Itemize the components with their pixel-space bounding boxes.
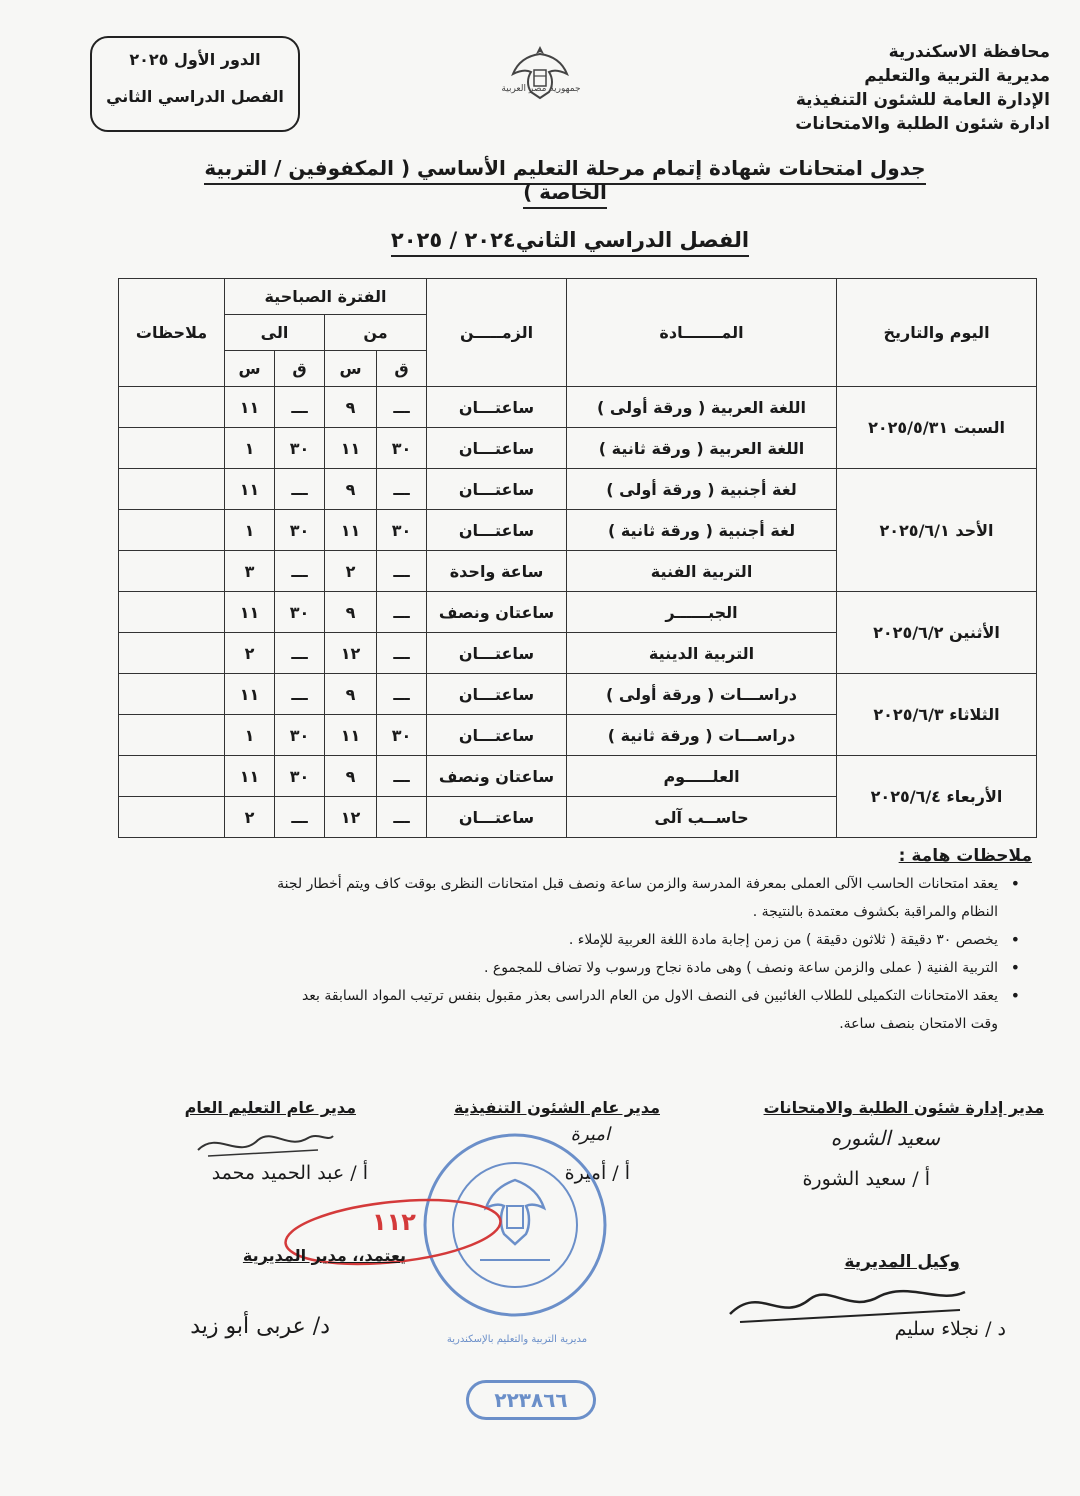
to-min-cell: ٣٠ <box>275 592 325 633</box>
sig-name-general-education: أ / عبد الحميد محمد <box>211 1162 368 1184</box>
from-min-cell: ـــ <box>377 756 427 797</box>
table-row <box>119 756 1037 797</box>
sig-title-executive-affairs: مدير عام الشئون التنفيذية <box>453 1098 660 1117</box>
from-min-cell: ـــ <box>377 674 427 715</box>
exam-date: ٢٠٢٥/٥/٣١ <box>868 418 949 437</box>
subject-cell: التربية الدينية <box>567 633 837 674</box>
subject-cell: العلـــــوم <box>567 756 837 797</box>
day-date-cell <box>837 592 1037 674</box>
note-text: يعقد امتحانات الحاسب الآلى العملى بمعرفة المدرسة والزمن ساعة ونصف قبل امتحانات النظرى بوقت كاف ويتم أخطار لجنة <box>277 876 998 892</box>
to-hour-cell: ١١ <box>225 756 275 797</box>
header-day-date: اليوم والتاريخ <box>837 279 1037 387</box>
header-to-hour: س <box>225 351 275 387</box>
note-text: يعقد الامتحانات التكميلى للطلاب الغائبين فى النصف الاول من العام الدراسى بعذر مقبول بنفس ترتيب المواد السابقة بعد <box>301 988 998 1004</box>
exam-date: ٢٠٢٥/٦/٤ <box>870 787 941 806</box>
to-min-cell: ٣٠ <box>275 510 325 551</box>
exam-round-box <box>90 36 300 132</box>
important-notes <box>42 846 1032 1038</box>
exam-schedule-table <box>118 278 1037 838</box>
from-min-cell: ـــ <box>377 469 427 510</box>
from-min-cell: ٣٠ <box>377 510 427 551</box>
from-hour-cell: ١١ <box>325 510 377 551</box>
day-name: الأحد <box>955 520 994 540</box>
from-min-cell: ـــ <box>377 797 427 838</box>
duration-cell: ساعتـــان <box>427 715 567 756</box>
sig-title-undersecretary: وكيل المديرية <box>844 1252 960 1272</box>
org-line: الإدارة العامة للشئون التنفيذية <box>795 90 1050 110</box>
duration-cell: ساعتـــان <box>427 387 567 428</box>
exam-date: ٢٠٢٥/٦/١ <box>879 520 950 540</box>
sig-title-director: يعتمد،، مدير المديرية <box>242 1246 406 1265</box>
from-hour-cell: ٩ <box>325 756 377 797</box>
org-line: محافظة الاسكندرية <box>888 42 1050 62</box>
organization-header <box>750 40 1050 136</box>
day-date-cell <box>837 469 1037 592</box>
to-hour-cell: ٣ <box>225 551 275 592</box>
org-line: ادارة شئون الطلبة والامتحانات <box>795 114 1050 134</box>
duration-cell: ساعتان ونصف <box>427 756 567 797</box>
org-line: مديرية التربية والتعليم <box>864 66 1050 86</box>
from-hour-cell: ١١ <box>325 428 377 469</box>
duration-cell: ساعتـــان <box>427 428 567 469</box>
subject-cell: الجبــــــر <box>567 592 837 633</box>
notes-heading: ملاحظات هامة : <box>898 846 1032 866</box>
day-date-cell <box>837 756 1037 838</box>
document-title-text: جدول امتحانات شهادة إتمام مرحلة التعليم الأساسي ( المكفوفين / التربية الخاصة ) <box>204 156 925 209</box>
signature-executive-affairs: اميرة <box>570 1124 610 1145</box>
notes-cell <box>119 715 225 756</box>
subject-cell: دراســـات ( ورقة أولى ) <box>567 674 837 715</box>
header-to-min: ق <box>275 351 325 387</box>
stamp-text: مديرية التربية والتعليم بالإسكندرية <box>446 1334 588 1345</box>
sig-name-executive-affairs: أ / أميرة <box>564 1162 630 1184</box>
from-hour-cell: ١١ <box>325 715 377 756</box>
day-name: الأربعاء <box>946 787 1003 806</box>
header-duration: الزمـــــن <box>427 279 567 387</box>
exam-round: الدور الأول ٢٠٢٥ <box>129 50 261 69</box>
notes-cell <box>119 592 225 633</box>
to-hour-cell: ٢ <box>225 797 275 838</box>
eagle-emblem-icon <box>505 40 575 110</box>
day-name: الأثنين <box>949 623 1000 642</box>
day-name: السبت <box>953 418 1005 437</box>
header-notes: ملاحظات <box>119 279 225 387</box>
to-min-cell: ـــ <box>275 797 325 838</box>
to-hour-cell: ١١ <box>225 592 275 633</box>
day-date-cell <box>837 674 1037 756</box>
header-to: الى <box>225 315 325 351</box>
to-min-cell: ـــ <box>275 387 325 428</box>
to-hour-cell: ١ <box>225 715 275 756</box>
duration-cell: ساعتـــان <box>427 674 567 715</box>
subject-cell: لغة أجنبية ( ورقة أولى ) <box>567 469 837 510</box>
to-hour-cell: ١ <box>225 428 275 469</box>
to-min-cell: ٣٠ <box>275 715 325 756</box>
from-min-cell: ٣٠ <box>377 428 427 469</box>
note-item: • يخصص ٣٠ دقيقة ( ثلاثون دقيقة ) من زمن إجابة مادة اللغة العربية للإملاء . <box>42 926 998 954</box>
document-subtitle-text: الفصل الدراسي الثاني٢٠٢٤ / ٢٠٢٥ <box>391 228 749 257</box>
note-item <box>42 870 998 926</box>
subject-cell: دراســـات ( ورقة ثانية ) <box>567 715 837 756</box>
exam-date: ٢٠٢٥/٦/٢ <box>873 623 944 642</box>
to-hour-cell: ١١ <box>225 469 275 510</box>
day-name: الثلاثاء <box>949 705 1000 724</box>
from-min-cell: ـــ <box>377 633 427 674</box>
header-from-min: ق <box>377 351 427 387</box>
header-morning-period: الفترة الصباحية <box>225 279 427 315</box>
to-min-cell: ـــ <box>275 469 325 510</box>
from-hour-cell: ٩ <box>325 674 377 715</box>
duration-cell: ساعتـــان <box>427 633 567 674</box>
duration-cell: ساعتان ونصف <box>427 592 567 633</box>
notes-cell <box>119 756 225 797</box>
to-min-cell: ٣٠ <box>275 756 325 797</box>
document-subtitle <box>380 228 760 252</box>
to-hour-cell: ١١ <box>225 674 275 715</box>
notes-cell <box>119 797 225 838</box>
signature-students-affairs: سعيد الشوره <box>830 1126 940 1150</box>
from-hour-cell: ١٢ <box>325 633 377 674</box>
subject-cell: حاســب آلى <box>567 797 837 838</box>
notes-cell <box>119 674 225 715</box>
table-row <box>119 674 1037 715</box>
sig-title-students-affairs: مدير إدارة شئون الطلبة والامتحانات <box>763 1098 1044 1117</box>
table-row <box>119 592 1037 633</box>
from-min-cell: ـــ <box>377 387 427 428</box>
note-text: النظام والمراقبة بكشوف معتمدة بالنتيجة . <box>752 904 998 920</box>
duration-cell: ساعة واحدة <box>427 551 567 592</box>
note-item <box>42 982 998 1038</box>
sig-name-director: د/ عربى أبو زيد <box>190 1314 330 1339</box>
notes-cell <box>119 633 225 674</box>
table-row <box>119 469 1037 510</box>
note-text: وقت الامتحان بنصف ساعة. <box>839 1016 998 1032</box>
sig-name-undersecretary: د / نجلاء سليم <box>894 1318 1006 1340</box>
duration-cell: ساعتـــان <box>427 797 567 838</box>
emblem-caption: جمهورية مصر العربية <box>501 84 581 94</box>
stamp-number: ٢٢٣٨٦٦ <box>466 1380 596 1420</box>
header-from: من <box>325 315 427 351</box>
note-item: • التربية الفنية ( عملى والزمن ساعة ونصف ) وهى مادة نجاح ورسوب ولا تضاف للمجموع . <box>42 954 998 982</box>
to-min-cell: ٣٠ <box>275 428 325 469</box>
from-hour-cell: ٩ <box>325 387 377 428</box>
to-hour-cell: ١١ <box>225 387 275 428</box>
to-min-cell: ـــ <box>275 551 325 592</box>
from-hour-cell: ٩ <box>325 469 377 510</box>
header-from-hour: س <box>325 351 377 387</box>
exam-term: الفصل الدراسي الثاني <box>106 87 284 106</box>
notes-cell <box>119 387 225 428</box>
sig-name-students-affairs: أ / سعيد الشورة <box>802 1168 930 1190</box>
notes-cell <box>119 469 225 510</box>
red-handwritten-mark: ١١٢ <box>372 1208 416 1236</box>
notes-cell <box>119 551 225 592</box>
table-row <box>119 387 1037 428</box>
sig-title-general-education: مدير عام التعليم العام <box>184 1098 356 1117</box>
to-hour-cell: ٢ <box>225 633 275 674</box>
from-min-cell: ـــ <box>377 551 427 592</box>
subject-cell: اللغة العربية ( ورقة ثانية ) <box>567 428 837 469</box>
to-min-cell: ـــ <box>275 674 325 715</box>
signature-scribble-general-education <box>188 1120 338 1164</box>
subject-cell: اللغة العربية ( ورقة أولى ) <box>567 387 837 428</box>
from-min-cell: ٣٠ <box>377 715 427 756</box>
day-date-cell <box>837 387 1037 469</box>
exam-date: ٢٠٢٥/٦/٣ <box>873 705 944 724</box>
header-subject: المـــــــادة <box>567 279 837 387</box>
from-min-cell: ـــ <box>377 592 427 633</box>
subject-cell: التربية الفنية <box>567 551 837 592</box>
to-min-cell: ـــ <box>275 633 325 674</box>
subject-cell: لغة أجنبية ( ورقة ثانية ) <box>567 510 837 551</box>
notes-cell <box>119 428 225 469</box>
duration-cell: ساعتـــان <box>427 469 567 510</box>
notes-list <box>42 870 1032 1038</box>
duration-cell: ساعتـــان <box>427 510 567 551</box>
from-hour-cell: ٢ <box>325 551 377 592</box>
document-title <box>200 156 930 204</box>
from-hour-cell: ١٢ <box>325 797 377 838</box>
notes-cell <box>119 510 225 551</box>
from-hour-cell: ٩ <box>325 592 377 633</box>
to-hour-cell: ١ <box>225 510 275 551</box>
schedule-body <box>119 387 1037 838</box>
